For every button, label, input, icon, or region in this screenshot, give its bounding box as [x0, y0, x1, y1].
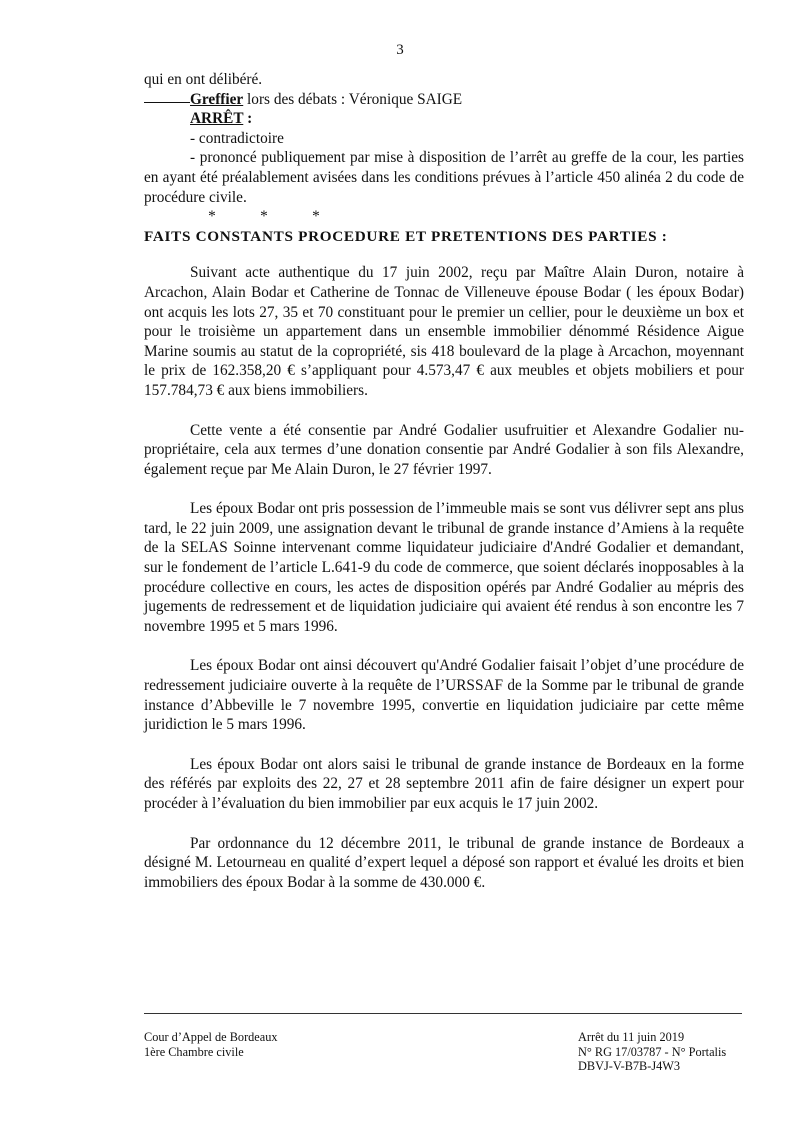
- arret-heading: [144, 109, 744, 129]
- arret-heading-suffix: :: [243, 110, 253, 128]
- arret-heading-label: ARRÊT: [190, 110, 244, 128]
- section-heading: FAITS CONSTANTS PROCEDURE ET PRETENTIONS DES PARTIES :: [144, 227, 668, 245]
- document-body: [144, 70, 744, 892]
- greffier-text: lors des débats : Véronique SAIGE: [243, 90, 463, 108]
- paragraph-acte-authentique: Suivant acte authentique du 17 juin 2002, reçu par Maître Alain Duron, notaire à Arcachon, Alain Bodar et Catherine de Tonnac de Villeneuve épouse Bodar ( les époux Bodar) ont acquis les lots 27, 35 et 70 constituant pour le premier un cellier, pour le deuxième un box et pour le troisième un appartement dans un ensemble immobilier dénommé Résidence Aigue Marine soumis au statut de la copropriété, sis 418 boulevard de la plage à Arcachon, moyennant le prix de 162.358,20 € s’appliquant pour 4.573,47 € aux meubles et objets mobiliers et pour 157.784,73 € aux biens immobiliers.: [144, 264, 744, 399]
- greffier-leader-rule: [144, 102, 190, 103]
- asterisk-separator: [144, 207, 744, 227]
- footer-portalis-number: DBVJ-V-B7B-J4W3: [578, 1059, 681, 1073]
- arret-item-prononce: - prononcé publiquement par mise à disposition de l’arrêt au greffe de la cour, les parties en ayant été préalablement avisées dans les conditions prévues à l’article 450 alinéa 2 du code de procédure civile.: [144, 149, 744, 206]
- footer-court-info: [144, 1030, 278, 1059]
- footer-arret-date: Arrêt du 11 juin 2019: [578, 1030, 685, 1044]
- footer-rg-number: N° RG 17/03787 - N° Portalis: [578, 1044, 727, 1059]
- page-number: 3: [396, 42, 404, 58]
- asterisk: *: [312, 208, 320, 226]
- paragraph-decouverte: Les époux Bodar ont ainsi découvert qu'André Godalier faisait l’objet d’une procédure de redressement judiciaire ouverte à la requête de l’URSSAF de la Somme par le tribunal de grande instance d’Abbeville le 7 novembre 1995, convertie en liquidation judiciaire par cette même juridiction le 5 mars 1996.: [144, 657, 744, 734]
- deliberation-line: qui en ont délibéré.: [144, 71, 263, 88]
- paragraph-vente-consentie: Cette vente a été consentie par André Godalier usufruitier et Alexandre Godalier nu-propriétaire, cela aux termes d’une donation consentie par André Godalier à son fils Alexandre, également reçue par Me Alain Duron, le 27 février 1997.: [144, 421, 744, 478]
- asterisk: *: [208, 208, 216, 226]
- footer-divider: [144, 1013, 742, 1014]
- asterisk: *: [260, 208, 268, 226]
- paragraph-prise-possession: Les époux Bodar ont pris possession de l’immeuble mais se sont vus délivrer sept ans plus tard, le 22 juin 2009, une assignation devant le tribunal de grande instance d’Amiens à la requête de la SELAS Soinne intervenant comme liquidateur judiciaire d'André Godalier et demandant, sur le fondement de l’article L.641-9 du code de commerce, que soient déclarés inopposables à la procédure collective en cours, les actes de disposition opérés par André Godalier au mépris des jugements de redressement et de liquidation judiciaire qui avaient été rendus à son encontre les 7 novembre 1995 et 5 mars 1996.: [144, 500, 744, 635]
- greffier-label: Greffier: [190, 90, 244, 108]
- paragraph-refere: Les époux Bodar ont alors saisi le tribunal de grande instance de Bordeaux en la forme des référés par exploits des 22, 27 et 28 septembre 2011 afin de faire désigner un expert pour procéder à l’évaluation du bien immobilier par eux acquis le 17 juin 2002.: [144, 755, 744, 812]
- paragraph-ordonnance: Par ordonnance du 12 décembre 2011, le tribunal de grande instance de Bordeaux a désigné M. Letourneau en qualité d’expert lequel a déposé son rapport et évalué les droits et bien immobiliers des époux Bodar à la somme de 430.000 €.: [144, 834, 744, 891]
- footer-court-name: Cour d’Appel de Bordeaux: [144, 1030, 278, 1044]
- greffier-line: [144, 90, 744, 110]
- footer-chamber: 1ère Chambre civile: [144, 1044, 244, 1059]
- footer-case-info: [578, 1030, 726, 1074]
- arret-item-contradictoire: - contradictoire: [190, 129, 284, 147]
